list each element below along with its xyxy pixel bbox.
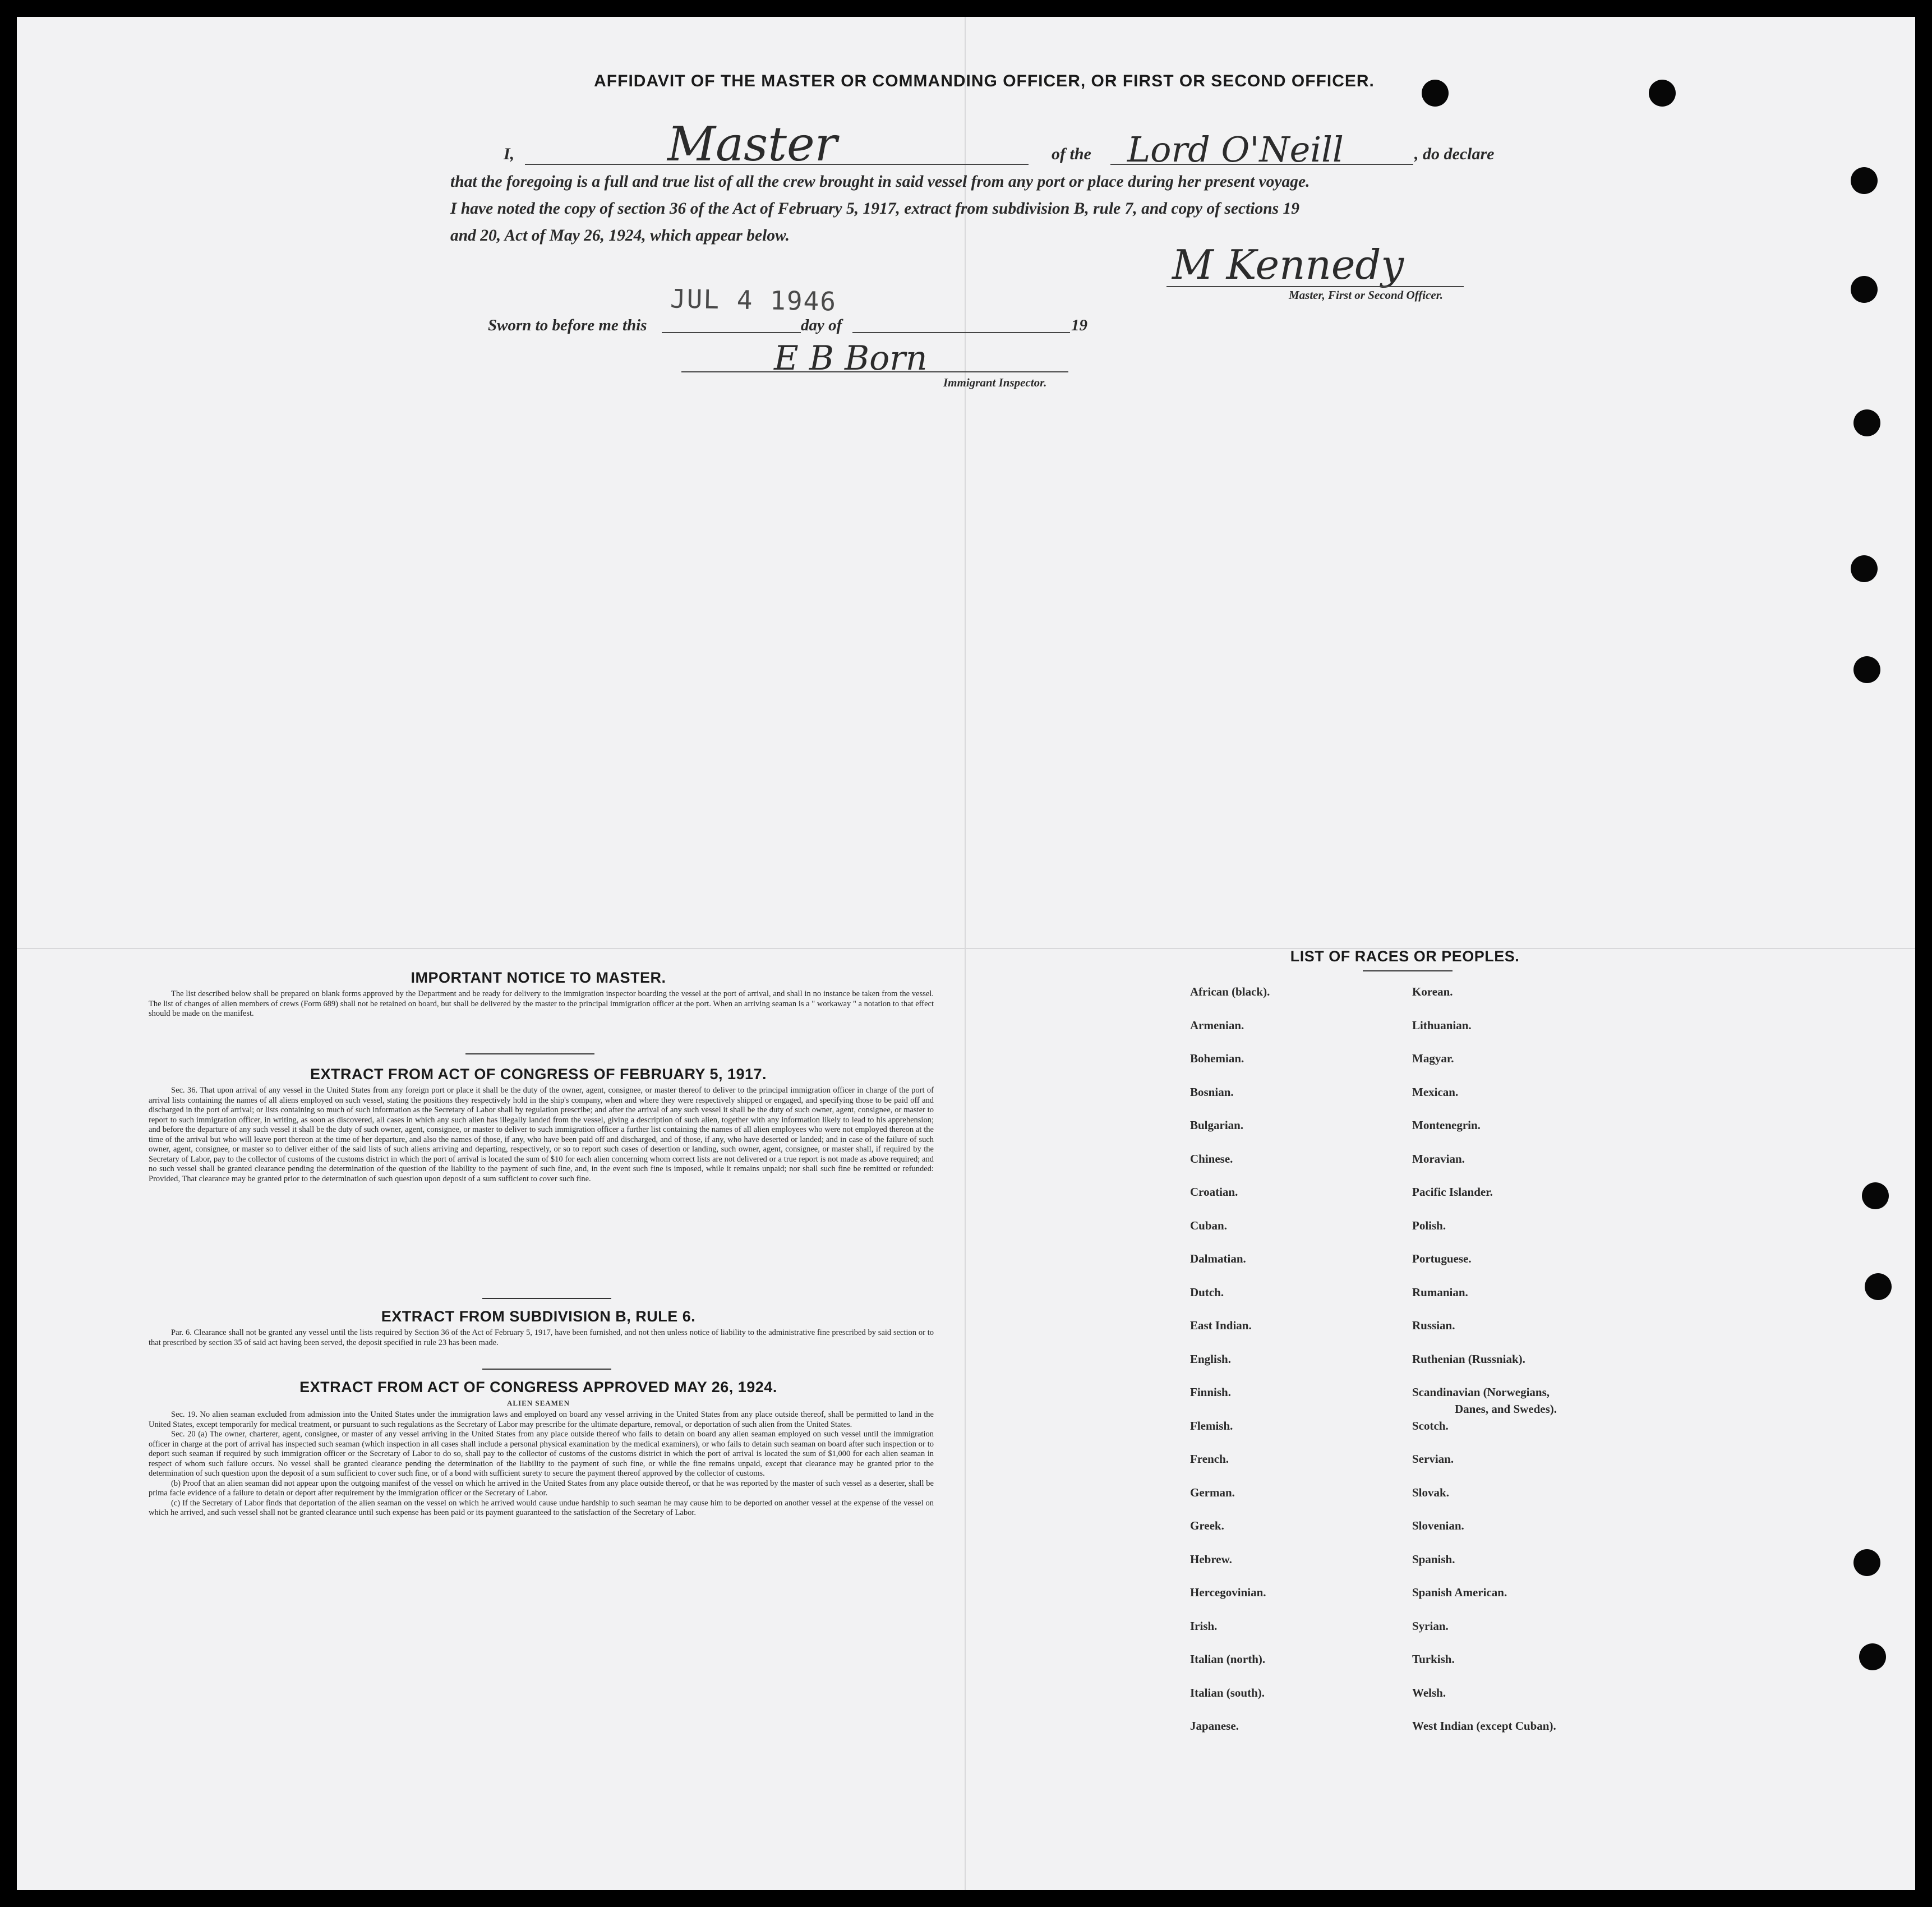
- section-36-paragraph: Sec. 36. That upon arrival of any vessel in the United States from any foreign port or place it shall be the duty of the owner, agent, consignee, or master thereof to deliver to the principal immigration officer in charge of the port of arrival lists containing the names of all aliens employed on such vessel, stating the positions they respectively hold in the ship's company, when and where they were respectively shipped or engaged, and specifying those to be paid off and discharged in the port of arrival; or lists containing so much of such information as the Secretary of Labor shall by regulation prescribe; and after the arrival of any such vessel it shall be the duty of such owner, agent, consignee, or master to report to such immigration officer, in writing, as soon as discovered, all cases in which any such alien has illegally landed from the vessel, giving a description of such alien, together with any information likely to lead to his apprehension; and before the departure of any such vessel it shall be the duty of such owner, agent, consignee, or master to deliver to such immigration officer a further list containing the names of all alien employees who were not employed thereon at the time of the arrival but who will leave port thereon at the time of her departure, and also the names of those, if any, who have been paid off and discharged, and of those, if any, who have deserted or landed; and in case of the failure of such owner, agent, consignee, or master so to deliver either of the said lists of such aliens arriving and departing, respectively, or so to report such cases of desertion or landing, such owner, agent, consignee, or master shall, if required by the Secretary of Labor, pay to the collector of customs of the customs district in which the port of arrival is located the sum of $10 for each alien concerning whom correct lists are not delivered or a true report is not made as above required; and no such vessel shall be granted clearance pending the determination of the question of the liability to the payment of such fine, and, in the event such fine is imposed, while it remains unpaid; nor shall such fine be remitted or refunded: Provided, That clearance may be granted prior to the determination of such question upon deposit of a sum sufficient to cover such fine.: [149, 1086, 934, 1183]
- race-item: Ruthenian (Russniak).: [1412, 1352, 1525, 1366]
- section-19-paragraph: Sec. 19. No alien seaman excluded from admission into the United States under the immigration laws and employed on board any vessel arriving in the United States from any place outside thereof, shall be permitted to land in the United States, except temporarily for medical treatment, or pursuant to such regulations as the Secretary of Labor may prescribe for the ultimate departure, removal, or deportation of such alien from the United States.: [149, 1410, 934, 1429]
- section-20b-paragraph: (b) Proof that an alien seaman did not appear upon the outgoing manifest of the vessel on which he arrived in the United States from any place outside thereof, or that he was reported by the master of such vessel as a deserter, shall be prima facie evidence of a failure to detain or deport after requirement by the immigration officer or the Secretary of Labor.: [149, 1478, 934, 1498]
- punch-hole: [1853, 409, 1880, 436]
- race-item: Mexican.: [1412, 1085, 1459, 1099]
- race-item: Welsh.: [1412, 1685, 1446, 1699]
- separator-rule: [482, 1298, 611, 1299]
- race-item: African (black).: [1190, 985, 1270, 998]
- race-item: East Indian.: [1190, 1319, 1252, 1332]
- race-item: Italian (north).: [1190, 1652, 1266, 1666]
- race-item: Magyar.: [1412, 1052, 1454, 1065]
- race-item: Dutch.: [1190, 1285, 1224, 1299]
- race-item: Slovak.: [1412, 1485, 1449, 1499]
- vessel-handwritten: Lord O'Neill: [1127, 129, 1344, 170]
- inspector-signature: E B Born: [774, 339, 928, 378]
- race-item: Bosnian.: [1190, 1085, 1234, 1099]
- race-item: Scandinavian (Norwegians,: [1412, 1385, 1550, 1399]
- notice-paragraph: The list described below shall be prepared on blank forms approved by the Department and be ready for delivery to the immigration inspector boarding the vessel at the port of arrival, and shall in no instance be taken from the vessel. The list of changes of alien members of crews (Form 689) shall not be retained on board, but shall be delivered by the master to the principal immigration officer at the port. When an arriving seaman is a " workaway " a notation to that effect should be made on the manifest.: [149, 989, 934, 1018]
- race-item: Finnish.: [1190, 1385, 1231, 1399]
- punch-hole: [1865, 1273, 1892, 1300]
- punch-hole: [1851, 167, 1878, 194]
- extract-1917-body: [149, 1086, 934, 1184]
- race-item: Spanish.: [1412, 1552, 1455, 1566]
- year-prefix: 19: [1071, 316, 1087, 334]
- race-item: Bohemian.: [1190, 1052, 1244, 1065]
- signature-line: [1166, 286, 1464, 287]
- race-item: Greek.: [1190, 1519, 1224, 1532]
- race-item: Flemish.: [1190, 1418, 1233, 1432]
- horizontal-fold-line: [17, 948, 1915, 949]
- race-item: Hercegovinian.: [1190, 1586, 1266, 1599]
- do-declare-label: , do declare: [1414, 145, 1495, 163]
- race-item: English.: [1190, 1352, 1231, 1366]
- notice-body: [149, 989, 934, 1019]
- race-item: Portuguese.: [1412, 1252, 1472, 1265]
- affidavit-title: AFFIDAVIT OF THE MASTER OR COMMANDING OFFICER, OR FIRST OR SECOND OFFICER.: [594, 72, 1375, 90]
- race-item: Syrian.: [1412, 1619, 1449, 1633]
- race-item: Moravian.: [1412, 1151, 1465, 1166]
- race-item: Japanese.: [1190, 1719, 1239, 1733]
- race-item: Lithuanian.: [1412, 1018, 1472, 1032]
- date-stamp: JUL 4 1946: [670, 283, 837, 317]
- name-handwritten: Master: [667, 117, 837, 172]
- document-sheet: [17, 17, 1915, 1890]
- race-item: West Indian (except Cuban).: [1412, 1719, 1556, 1733]
- race-item: Pacific Islander.: [1412, 1185, 1493, 1199]
- extract-1917-title: EXTRACT FROM ACT OF CONGRESS OF FEBRUARY 5, 1917.: [310, 1066, 767, 1083]
- vertical-fold-line: [965, 17, 966, 1890]
- races-title: LIST OF RACES OR PEOPLES.: [1290, 948, 1520, 965]
- punch-hole: [1853, 656, 1880, 683]
- race-item: Korean.: [1412, 985, 1453, 998]
- race-item: Italian (south).: [1190, 1685, 1265, 1699]
- section-20c-paragraph: (c) If the Secretary of Labor finds that deportation of the alien seaman on the vessel on which he arrived would cause undue hardship to such seaman he may cause him to be deported on another vessel at the expense of the vessel on which he arrived, and such vessel shall not be granted clearance until such expense has been paid or its payment guaranteed to the satisfaction of the Secretary of Labor.: [149, 1498, 934, 1517]
- notice-title: IMPORTANT NOTICE TO MASTER.: [411, 969, 666, 986]
- races-title-rule: [1363, 970, 1453, 971]
- race-item: Dalmatian.: [1190, 1252, 1246, 1265]
- race-item: Hebrew.: [1190, 1552, 1232, 1566]
- separator-rule: [482, 1369, 611, 1370]
- race-item: Montenegrin.: [1412, 1118, 1481, 1132]
- punch-hole: [1853, 1549, 1880, 1576]
- inspector-caption: Immigrant Inspector.: [943, 376, 1047, 389]
- separator-rule: [465, 1053, 594, 1054]
- master-signature: M Kennedy: [1172, 241, 1404, 288]
- paragraph-6: Par. 6. Clearance shall not be granted any vessel until the lists required by Section 36 of the Act of February 5, 1917, have been furnished, and not then unless notice of liability to the administrative fine prescribed by said section or to that prescribed by section 35 of said act having been served, the deposit specified in rule 23 has been made.: [149, 1328, 934, 1347]
- punch-hole: [1862, 1182, 1889, 1209]
- race-item: Servian.: [1412, 1452, 1454, 1466]
- punch-hole: [1851, 555, 1878, 582]
- race-item: Irish.: [1190, 1619, 1218, 1633]
- affidavit-text-line-3: I have noted the copy of section 36 of the Act of February 5, 1917, extract from subdivision B, rule 7, and copy of sections 19: [450, 200, 1299, 218]
- extract-1924-title: EXTRACT FROM ACT OF CONGRESS APPROVED MAY 26, 1924.: [299, 1379, 777, 1395]
- race-item: Scotch.: [1412, 1418, 1449, 1432]
- sworn-month-line: [852, 332, 1070, 333]
- of-the-label: of the: [1052, 145, 1091, 163]
- race-item: Slovenian.: [1412, 1519, 1464, 1532]
- race-item: Croatian.: [1190, 1185, 1238, 1199]
- sworn-label: Sworn to before me this: [488, 316, 647, 334]
- affidavit-text-line-4: and 20, Act of May 26, 1924, which appear below.: [450, 227, 790, 245]
- signature-caption: Master, First or Second Officer.: [1289, 288, 1443, 302]
- race-item: French.: [1190, 1452, 1229, 1466]
- punch-hole: [1649, 80, 1676, 107]
- subdivision-b-title: EXTRACT FROM SUBDIVISION B, RULE 6.: [381, 1308, 696, 1325]
- race-item: Russian.: [1412, 1319, 1455, 1332]
- punch-hole: [1859, 1643, 1886, 1670]
- extract-1924-body: [149, 1410, 934, 1518]
- punch-hole: [1851, 276, 1878, 303]
- alien-seamen-subtitle: ALIEN SEAMEN: [506, 1399, 570, 1407]
- race-item: Turkish.: [1412, 1652, 1455, 1666]
- race-item: Polish.: [1412, 1218, 1446, 1232]
- day-of-label: day of: [801, 316, 842, 334]
- subdivision-b-body: [149, 1328, 934, 1348]
- race-item: Bulgarian.: [1190, 1118, 1244, 1132]
- race-item: Cuban.: [1190, 1218, 1227, 1232]
- i-label: I,: [504, 145, 515, 163]
- affidavit-text-line-2: that the foregoing is a full and true list of all the crew brought in said vessel from any port or place during her present voyage.: [450, 173, 1310, 191]
- inspector-line: [681, 371, 1068, 372]
- race-item: Spanish American.: [1412, 1586, 1507, 1599]
- race-item: Armenian.: [1190, 1018, 1244, 1032]
- race-item: German.: [1190, 1485, 1235, 1499]
- sworn-day-line: [662, 332, 801, 333]
- section-20a-paragraph: Sec. 20 (a) The owner, charterer, agent, consignee, or master of any vessel arriving in the United States from any place outside thereof who fails to detain on board any alien seaman employed on such vessel until the immigration officer in charge at the port of arrival has inspected such seaman (which inspection in all cases shall include a personal physical examination by the medical examiners), or who fails to detain such seaman on board after such inspection or to deport such seaman if required by such immigration officer or the Secretary of Labor to do so, shall pay to the collector of customs of the customs district in which the port of arrival is located the sum of $1,000 for each alien seaman in respect of whom such failure occurs. No vessel shall be granted clearance pending the determination of the liability to the payment of such fine, or while the fine remains unpaid, except that clearance may be granted prior to the determination of such question upon the deposit of a sum sufficient to cover such fine, or of a bond with sufficient surety to secure the payment thereof approved by the collector of customs.: [149, 1430, 934, 1478]
- race-item-continuation: Danes, and Swedes).: [1455, 1402, 1557, 1416]
- race-item: Chinese.: [1190, 1151, 1233, 1166]
- race-item: Rumanian.: [1412, 1285, 1468, 1299]
